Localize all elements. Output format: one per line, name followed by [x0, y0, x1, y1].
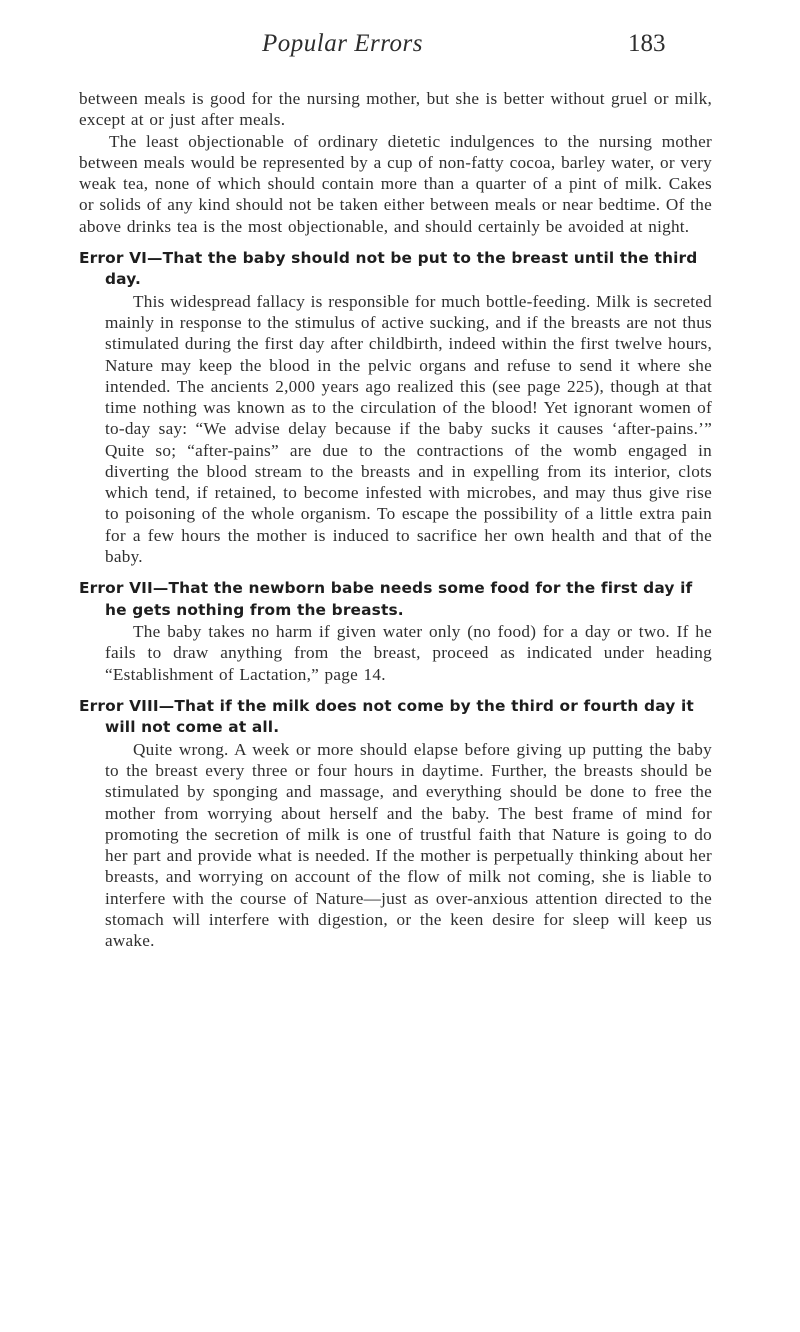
page-body [79, 88, 712, 951]
opening-paragraph-continued: between meals is good for the nursing mother, but she is better without gruel or milk, except at or just after meals. [79, 89, 712, 130]
error-section-vi [79, 248, 712, 567]
error-heading-vi: Error VI—That the baby should not be put to the breast until the third day. [79, 248, 698, 289]
error-section-vii [79, 578, 712, 685]
page-number: 183 [628, 30, 666, 57]
running-head [0, 30, 800, 62]
error-body-viii: Quite wrong. A week or more should elapse before giving up putting the baby to the breast every three or four hours in daytime. Further, the breasts should be stimulated by sponging and massage, and everything should be done to free the mother from worrying about herself and the baby. The best frame of mind for promoting the secretion of milk is one of trustful faith that Nature is going to do her part and provide what is needed. If the mother is perpetually thinking about her breasts, and worrying on account of the flow of milk not coming, she is liable to interfere with the course of Nature—just as over-anxious attention directed to the stomach will interfere with digestion, or the keen desire for sleep will keep us awake. [105, 739, 712, 950]
opening-paragraph: The least objectionable of ordinary dietetic indulgences to the nursing mother between meals would be represented by a cup of non-fatty cocoa, barley water, or very weak tea, none of which should contain more than a quarter of a pint of milk. Cakes or solids of any kind should not be taken either between meals or near bedtime. Of the above drinks tea is the most objectionable, and should certainly be avoided at night. [79, 131, 712, 236]
error-heading-vii: Error VII—That the newborn babe needs some food for the first day if he gets nothing from the breasts. [79, 579, 693, 619]
error-heading-viii: Error VIII—That if the milk does not come by the third or fourth day it will not come at all. [79, 696, 694, 737]
error-section-viii [79, 696, 712, 952]
error-body-vii: The baby takes no harm if given water only (no food) for a day or two. If he fails to draw anything from the breast, proceed as indicated under heading “Establishment of Lactation,” page 14. [105, 622, 712, 684]
error-body-vi: This widespread fallacy is responsible for much bottle-feeding. Milk is secreted mainly in response to the stimulus of active sucking, and if the breasts are not thus stimulated during the first day after childbirth, indeed within the first twelve hours, Nature may keep the blood in the pelvic organs and refuse to send it where she intended. The ancients 2,000 years ago realized this (see page 225), though at that time nothing was known as to the circulation of the blood! Yet ignorant women of to-day say: “We advise delay because if the baby sucks it causes ‘after-pains.’” Quite so; “after-pains” are due to the contractions of the womb engaged in diverting the blood stream to the breasts and in expelling from its interior, clots which tend, if retained, to become infested with microbes, and may thus give rise to poisoning of the whole organism. To escape the possibility of a little extra pain for a few hours the mother is induced to sacrifice her own health and that of the baby. [105, 291, 712, 566]
running-title: Popular Errors [262, 30, 423, 57]
